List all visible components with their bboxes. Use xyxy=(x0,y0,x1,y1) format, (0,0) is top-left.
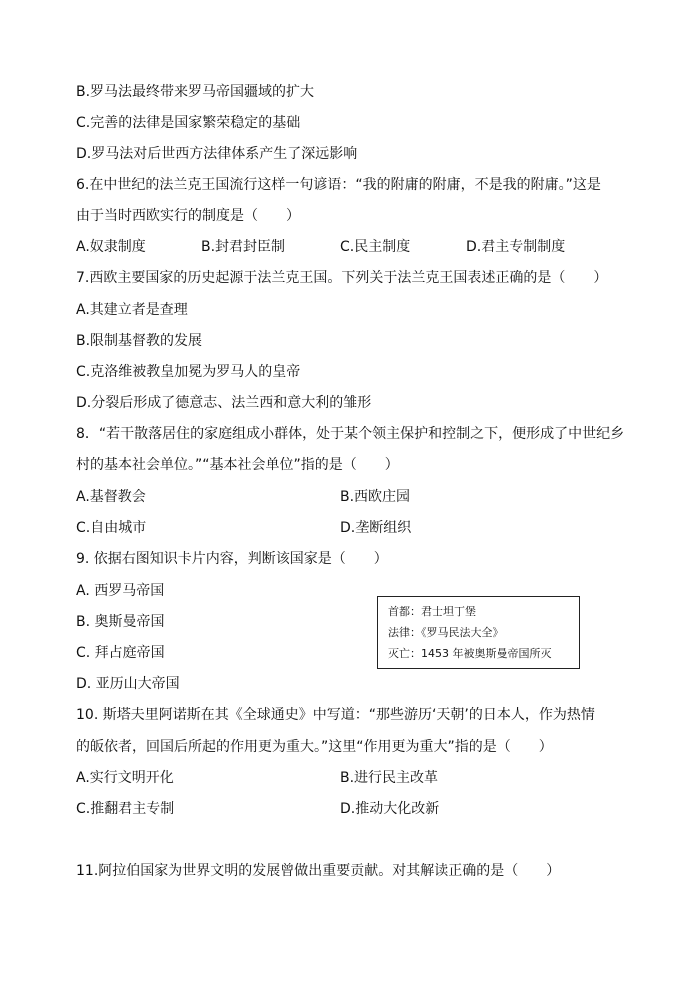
q6-stem-line1: 6.在中世纪的法兰克王国流行这样一句谚语：“我的附庸的附庸，不是我的附庸。”这是 xyxy=(76,177,601,193)
q7-option-a: A.其建立者是查理 xyxy=(76,302,188,318)
q10-stem-line2: 的皈依者，回国后所起的作用更为重大。”这里“作用更为重大”指的是（ ） xyxy=(76,739,553,755)
knowledge-card xyxy=(377,596,580,669)
q9-option-b: B. 奥斯曼帝国 xyxy=(76,614,165,630)
q10-option-c: C.推翻君主专制 xyxy=(76,801,175,817)
q8-stem-line2: 村的基本社会单位。”“基本社会单位”指的是（ ） xyxy=(76,457,399,473)
q6-stem-line2: 由于当时西欧实行的制度是（ ） xyxy=(76,208,300,224)
q9-option-d: D. 亚历山大帝国 xyxy=(76,676,180,692)
q8-option-b: B.西欧庄园 xyxy=(340,489,411,505)
q5-option-d: D.罗马法对后世西方法律体系产生了深远影响 xyxy=(76,146,358,162)
card-capital: 首都：君士坦丁堡 xyxy=(388,605,476,618)
q6-option-d: D.君主专制制度 xyxy=(466,239,566,255)
q8-option-d: D.垄断组织 xyxy=(340,520,412,536)
q11-stem: 11.阿拉伯国家为世界文明的发展曾做出重要贡献。对其解读正确的是（ ） xyxy=(76,863,561,879)
q7-option-c: C.克洛维被教皇加冕为罗马人的皇帝 xyxy=(76,364,301,380)
q7-stem: 7.西欧主要国家的历史起源于法兰克王国。下列关于法兰克王国表述正确的是（ ） xyxy=(76,270,608,286)
q7-option-d: D.分裂后形成了德意志、法兰西和意大利的雏形 xyxy=(76,395,372,411)
q9-stem: 9. 依据右图知识卡片内容，判断该国家是（ ） xyxy=(76,551,388,567)
card-law: 法律：《罗马民法大全》 xyxy=(388,626,504,639)
q8-stem-line1: 8．“若干散落居住的家庭组成小群体，处于某个领主保护和控制之下，便形成了中世纪乡 xyxy=(76,426,625,442)
q6-option-c: C.民主制度 xyxy=(340,239,411,255)
q6-option-a: A.奴隶制度 xyxy=(76,239,146,255)
q10-option-a: A.实行文明开化 xyxy=(76,770,174,786)
q10-option-d: D.推动大化改新 xyxy=(340,801,440,817)
card-fall: 灭亡：1453 年被奥斯曼帝国所灭 xyxy=(388,647,552,660)
q10-stem-line1: 10. 斯塔夫里阿诺斯在其《全球通史》中写道：“那些游历‘天朝’的日本人，作为热情 xyxy=(76,707,595,723)
q7-option-b: B.限制基督教的发展 xyxy=(76,333,203,349)
q10-option-b: B.进行民主改革 xyxy=(340,770,439,786)
q5-option-c: C.完善的法律是国家繁荣稳定的基础 xyxy=(76,115,301,131)
q9-option-a: A. 西罗马帝国 xyxy=(76,583,165,599)
q8-option-c: C.自由城市 xyxy=(76,520,147,536)
q6-option-b: B.封君封臣制 xyxy=(201,239,286,255)
q9-option-c: C. 拜占庭帝国 xyxy=(76,645,165,661)
q8-option-a: A.基督教会 xyxy=(76,489,146,505)
q5-option-b: B.罗马法最终带来罗马帝国疆域的扩大 xyxy=(76,84,315,100)
